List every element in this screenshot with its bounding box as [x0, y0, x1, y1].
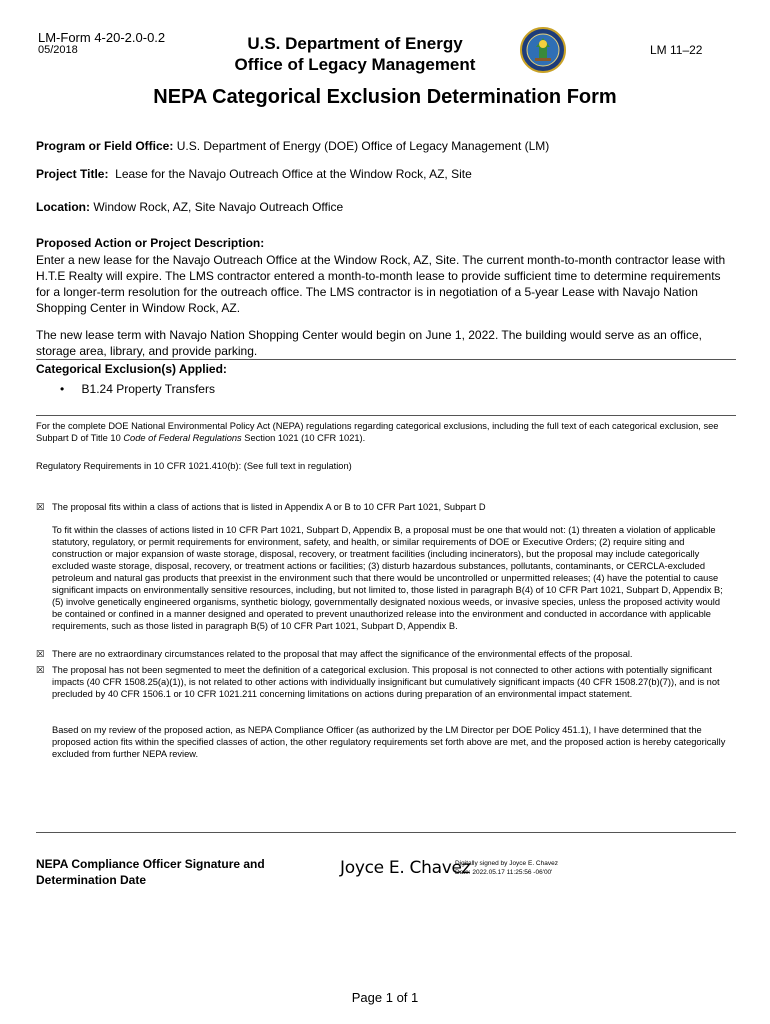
doe-seal-icon [520, 27, 566, 73]
divider [36, 832, 736, 833]
regulatory-requirements: Regulatory Requirements in 10 CFR 1021.410(b): (See full text in regulation) [36, 461, 352, 471]
project-value: Lease for the Navajo Outreach Office at the Window Rock, AZ, Site [115, 167, 472, 181]
form-date: 05/2018 [38, 44, 78, 56]
checkbox-1[interactable]: ☒ [36, 502, 45, 512]
page-number: Page 1 of 1 [351, 990, 419, 1005]
reference-text-end: Section 1021 (10 CFR 1021). [241, 433, 366, 443]
location-label: Location: [36, 200, 90, 214]
signed-by: Digitally signed by Joyce E. Chavez [455, 860, 558, 867]
divider [36, 359, 736, 360]
agency-name [205, 33, 505, 75]
proposed-action-text-2: The new lease term with Navajo Nation Shopping Center would begin on June 1, 2022. The building would serve as an office, storage area, library, and provide parking. [36, 328, 702, 358]
project-field [36, 167, 472, 181]
program-field [36, 139, 549, 153]
agency-line-2: Office of Legacy Management [234, 55, 476, 74]
lm-number: LM 11–22 [650, 43, 703, 57]
reference-note [36, 420, 726, 444]
check-3-text: The proposal has not been segmented to meet the definition of a categorical exclusion. This proposal is not connected to other actions with potentially significant impacts (40 CFR 1508.25(a)(1)), is not related to other actions with individually insignificant but cumulatively significant impacts (40 CFR 1508.27(b)(7)), and is not precluded by 40 CFR 1506.1 or 10 CFR 1021.211 concerning limitations on actions during preparation of an environmental impact statement. [52, 665, 720, 699]
location-value: Window Rock, AZ, Site Navajo Outreach Office [93, 200, 344, 214]
checkbox-2[interactable]: ☒ [36, 649, 45, 659]
agency-line-1: U.S. Department of Energy [247, 34, 463, 53]
bullet: • [60, 382, 65, 396]
program-label: Program or Field Office: [36, 139, 174, 153]
signature-label: NEPA Compliance Officer Signature and Determination Date [36, 857, 265, 887]
checkbox-3[interactable]: ☒ [36, 665, 45, 675]
proposed-action-text: Enter a new lease for the Navajo Outreach Office at the Window Rock, AZ, Site. The current month-to-month contractor lease with H.T.E Realty will expire. The LMS contractor entered a month-to-month lease to provide sufficient time to determine requirements for a longer-term resolution for the outreach office. The LMS contractor is in negotiation of a 5-year Lease with Navajo Nation Shopping Center in Window Rock, AZ. [36, 253, 726, 315]
exclusion-item [60, 382, 215, 396]
signature-meta [455, 859, 558, 877]
page-title: NEPA Categorical Exclusion Determination Form [153, 86, 617, 108]
program-value: U.S. Department of Energy (DOE) Office of Legacy Management (LM) [176, 139, 550, 153]
exclusions-label: Categorical Exclusion(s) Applied: [36, 362, 227, 376]
signature-name: Joyce E. Chavez [340, 858, 471, 878]
signature-date: Date: 2022.05.17 11:25:56 -06'00' [455, 869, 553, 876]
check-1-detail: To fit within the classes of actions listed in 10 CFR Part 1021, Subpart D, Appendix B, a proposal must be one that would not: (1) threaten a violation of applicable statutory, regulatory, or permit requirements for environment, safety, and health, or similar requirements of DOE or Executive Orders; (2) require siting and construction or major expansion of waste storage, disposal, recovery, or treatment facilities (including incinerators), but the proposal may include categorically excluded waste storage, disposal, recovery, or treatment actions or facilities; (3) disturb hazardous substances, pollutants, contaminants, or CERCLA-excluded petroleum and natural gas products that preexist in the environment such that there would be uncontrolled or unpermitted releases; (4) have the potential to cause significant impacts on environmentally sensitive resources, including, but not limited to, those listed in paragraph B(4) of 10 CFR Part 1021, Subpart D, Appendix B; (5) involve genetically engineered organisms, synthetic biology, governmentally designated noxious weeds, or invasive species, unless the proposed activity would be contained or confined in a manner designed and operated to prevent unauthorized release into the environment and conducted in accordance with applicable requirements, such as those listed in paragraph B(5) of 10 CFR Part 1021, Subpart D, Appendix B. [52, 525, 723, 631]
divider [36, 415, 736, 416]
location-field [36, 200, 343, 214]
reference-italic: Code of Federal Regulations [123, 433, 242, 443]
check-1-text: The proposal fits within a class of actions that is listed in Appendix A or B to 10 CFR Part 1021, Subpart D [52, 502, 486, 512]
proposed-action-label: Proposed Action or Project Description: [36, 236, 265, 250]
check-2-text: There are no extraordinary circumstances related to the proposal that may affect the significance of the environmental effects of the proposal. [52, 649, 633, 659]
determination-text: Based on my review of the proposed action, as NEPA Compliance Officer (as authorized by the LM Director per DOE Policy 451.1), I have determined that the proposed action fits within the specified classes of action, the other regulatory requirements set forth above are met, and the proposed action is hereby categorically excluded from further NEPA review. [52, 725, 726, 759]
form-id: LM-Form 4-20-2.0-0.2 [38, 30, 166, 45]
exclusion-item-label: B1.24 Property Transfers [81, 382, 215, 396]
project-label: Project Title: [36, 167, 109, 181]
reference-text: For the complete DOE National Environmental Policy Act (NEPA) regulations regarding categorical exclusions, including the full text of each categorical exclusion, see Subpart D of Title 10 [36, 421, 719, 443]
